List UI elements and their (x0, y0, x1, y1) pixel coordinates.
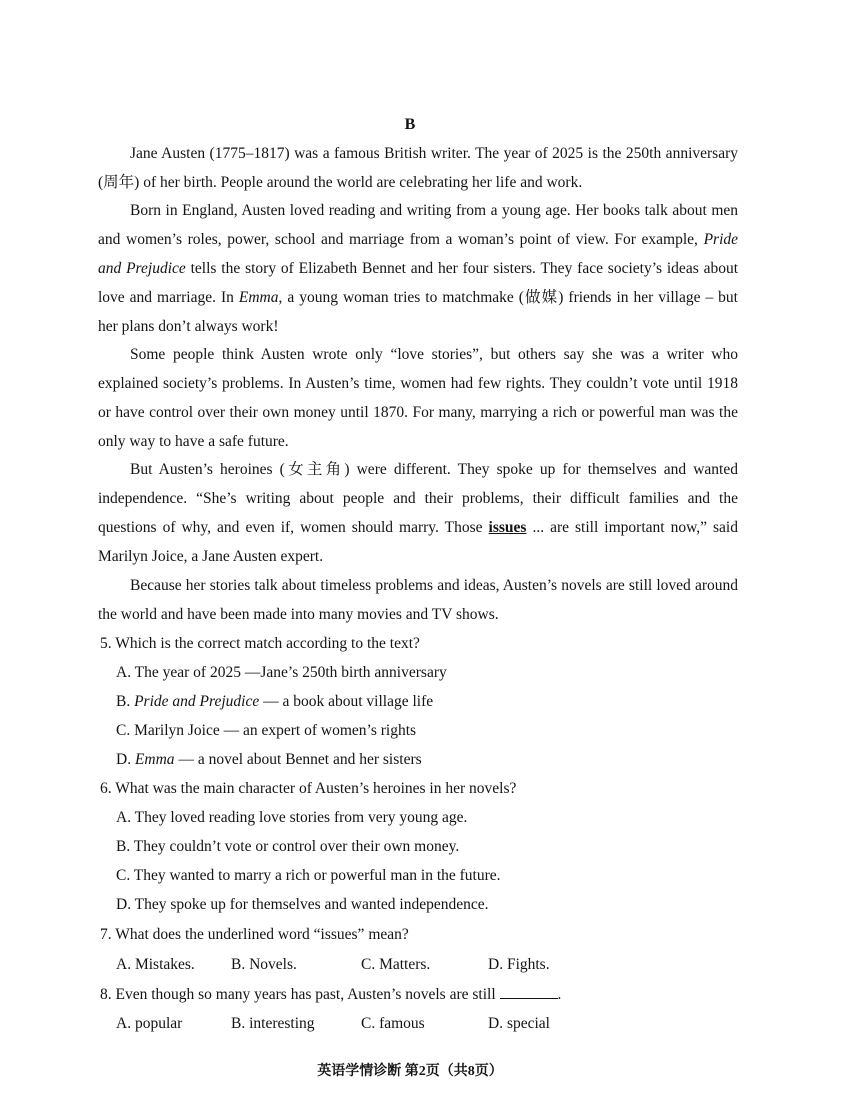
underlined-word-issues: issues (488, 519, 527, 536)
question-7-option-d: D. Fights. (488, 956, 550, 973)
question-6-option-a: A. They loved reading love stories from very young age. (116, 809, 468, 826)
option-b-label: B. (116, 693, 135, 710)
paragraph-2-text-c: , a young woman tries to matchmake (做媒) friends in her village – but her plans don’t always work! (98, 289, 738, 335)
question-8-stem-end: . (557, 986, 562, 1003)
option-b-book-title: Pride and Prejudice (134, 693, 260, 710)
paragraph-1-text: Jane Austen (1775–1817) was a famous British writer. The year of 2025 is the 250th anniversary (周年) of her birth. People around the world are celebrating her life and work. (98, 145, 738, 191)
question-8-option-c: C. famous (361, 1015, 425, 1032)
passage-paragraph-4 (98, 455, 738, 571)
passage-paragraph-5: Because her stories talk about timeless problems and ideas, Austen’s novels are still loved around the world and have been made into many movies and TV shows. (98, 577, 738, 623)
question-7-stem: 7. What does the underlined word “issues” mean? (100, 926, 409, 943)
page-footer: 英语学情诊断 第2页（共8页） (317, 1064, 503, 1079)
paragraph-2-text-a: Born in England, Austen loved reading and writing from a young age. Her books talk about men and women’s roles, power, school and marriage from a woman’s point of view. For example, (98, 202, 738, 248)
question-7-option-a: A. Mistakes. (116, 956, 195, 973)
question-8-option-a: A. popular (116, 1015, 183, 1032)
question-5-option-a: A. The year of 2025 —Jane’s 250th birth anniversary (116, 664, 447, 681)
question-8-option-b: B. interesting (231, 1015, 315, 1032)
question-7-option-b: B. Novels. (231, 956, 297, 973)
question-5-option-b (116, 692, 433, 712)
question-6-option-d: D. They spoke up for themselves and wanted independence. (116, 896, 489, 913)
option-d-label: D. (116, 751, 135, 768)
question-8-stem (100, 984, 561, 1005)
section-heading: B (404, 116, 416, 133)
passage-paragraph-1 (98, 139, 738, 197)
question-8-stem-text: 8. Even though so many years has past, Austen’s novels are still (100, 986, 496, 1003)
question-6-option-b: B. They couldn’t vote or control over their own money. (116, 838, 460, 855)
book-title-pride-and-prejudice: Pride and Prejudice (98, 231, 738, 277)
question-7-option-c: C. Matters. (361, 956, 431, 973)
passage-paragraph-3: Some people think Austen wrote only “love stories”, but others say she was a writer who explained society’s problems. In Austen’s time, women had few rights. They couldn’t vote until 1918 or have control over their own money until 1870. For many, marrying a rich or powerful man was the only way to have a safe future. (98, 346, 738, 450)
question-6-stem: 6. What was the main character of Austen’s heroines in her novels? (100, 780, 517, 797)
question-5-stem: 5. Which is the correct match according to the text? (100, 635, 420, 652)
question-5-option-d (116, 750, 422, 770)
passage-paragraph-2 (98, 196, 738, 341)
answer-blank (500, 984, 558, 999)
book-title-emma: Emma (238, 289, 279, 306)
question-5-option-c: C. Marilyn Joice — an expert of women’s rights (116, 722, 417, 739)
paragraph-2-text-b: tells the story of Elizabeth Bennet and her four sisters. They face society’s ideas about love and marriage. In (98, 260, 739, 306)
paragraph-4-text-a: But Austen’s heroines (女主角) were different. They spoke up for themselves and wanted independence. “She’s writing about people and their problems, their difficult families and the questions of why, and even if, women should marry. Those (98, 461, 738, 536)
option-b-text: — a book about village life (259, 693, 434, 710)
paragraph-4-text-b: ... are still important now,” said Marilyn Joice, a Jane Austen expert. (98, 519, 738, 565)
question-6-option-c: C. They wanted to marry a rich or powerful man in the future. (116, 867, 501, 884)
question-8-option-d: D. special (488, 1015, 550, 1032)
option-d-text: — a novel about Bennet and her sisters (174, 751, 422, 768)
option-d-book-title: Emma (134, 751, 175, 768)
